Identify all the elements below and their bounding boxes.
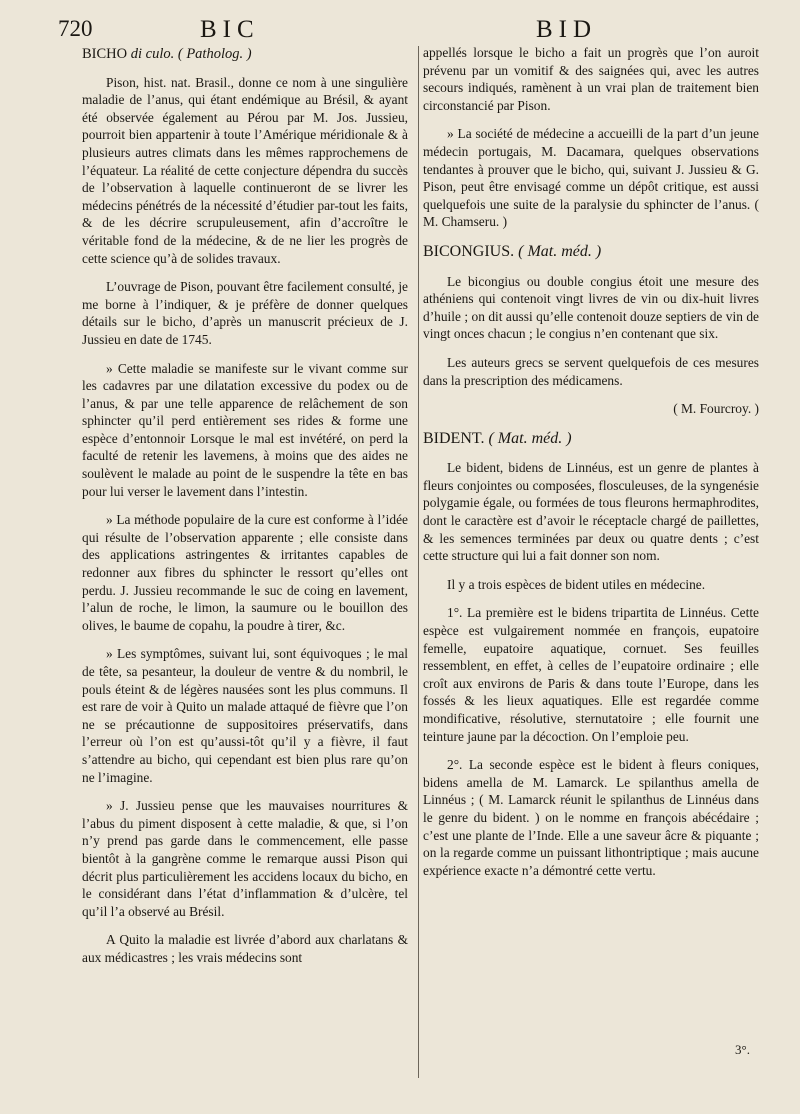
paragraph: » J. Jussieu pense que les mauvaises nourritures & l’abus du piment disposent à cette maladie, & que, si l’on n’y prend pas garde dans le commencement, elle passe bientôt à la gangrène comme le remarque aussi Pison qui décrit plus particulièrement les accidens locaux du bicho, en le considérant dans l’état d’inflammation & d’ulcère, tel qu’il l’a observé au Brésil. — [82, 798, 408, 919]
paragraph: L’ouvrage de Pison, pouvant être facilement consulté, je me borne à l’indiquer, & je préfère de donner quelques détails sur le bicho, d’après un manuscrit précieux de J. Jussieu en date de 1745. — [82, 279, 408, 347]
heading-sub: ( Mat. méd. ) — [488, 429, 572, 447]
heading-sub: ( Mat. méd. ) — [518, 242, 602, 260]
left-column — [82, 46, 408, 978]
heading-sub: di culo. ( Patholog. ) — [130, 46, 252, 62]
paragraph: Les auteurs grecs se servent quelquefois de ces mesures dans la prescription des médicamens. — [423, 354, 759, 388]
paragraph: » Cette maladie se manifeste sur le vivant comme sur les cadavres par une dilatation excessive du podex ou de l’anus, & par une telle apparence de relâchement de son sphincter qu’il perd entièrement ses rides & forme une espèce d’entonnoir Lorsque le mal est invétéré, on perd la faculté de retenir les lavemens, à moins que des aides ne soulèvent le malade au point de le suspendre la tête en bas pour lui verser le lavement dans l’intestin. — [82, 360, 408, 499]
column-divider — [418, 46, 419, 1078]
paragraph: » La méthode populaire de la cure est conforme à l’idée qui résulte de l’observation apparente ; elle consiste dans des applications astringentes & irritantes capables de redonner aux fibres du sphincter le ressort qu’elles ont perdu. J. Jussieu recommande le suc de coing en lavement, l’alun de roche, le limon, la saumure ou le bouillon des olives, le baume de copahu, la poudre à tirer, &c. — [82, 512, 408, 633]
catchword: 3°. — [735, 1042, 750, 1057]
entry-heading-bident — [423, 430, 759, 448]
paragraph: » Les symptômes, suivant lui, sont équivoques ; le mal de tête, sa pesanteur, la douleur de ventre & du nombril, le pouls éteint & de légères nausées sont les plus communs. Il est rare de voir à Quito un malade attaqué de fièvre que l’on ne se précautionne de suppositoires préservatifs, dans l’erreur où l’on est qu’aussi-tôt qu’il y a fièvre, il faut s’attendre au bicho, qui cependant est bien plus rare qu’on ne l’imagine. — [82, 646, 408, 785]
entry-heading-bicho — [82, 46, 408, 64]
page-number: 720 — [58, 16, 93, 41]
entry-heading-bicongius — [423, 243, 759, 261]
running-title-right: BID — [536, 16, 598, 43]
running-head — [0, 14, 800, 44]
right-column — [423, 44, 759, 890]
heading-main: BICONGIUS. — [423, 242, 515, 260]
running-title-left: BIC — [200, 16, 260, 43]
paragraph: Pison, hist. nat. Brasil., donne ce nom à une singulière maladie de l’anus, qui étant endémique au Brésil, & ayant été observée également au Pérou par M. Jos. Jussieu, pourroit bien appartenir à toute l’Amérique méridionale & à plusieurs autres climats dans les mêmes rapprochemens de l’équateur. La réalité de cette conjecture dépendra du succès de l’observation à laquelle continueront de se livrer les médecins pénétrés de la nécessité d’étudier par-tout les faits, & de les décrire scrupuleusement, afin d’accroître le véritable fond de la médecine, & de ne lier les progrès de cette science qu’à de solides travaux. — [82, 74, 408, 266]
paragraph: 2°. La seconde espèce est le bident à fleurs coniques, bidens amella de M. Lamarck. Le spilanthus amella de Linnéus ; ( M. Lamarck réunit le spilanthus de Linnéus dans le genre du bident. ) on le nomme en françois abécédaire ; c’est une plante de l’Inde. Elle a une saveur âcre & piquante ; on la regarde comme un puissant lithontriptique ; mais aucune expérience exacte n’a démontré cette vertu. — [423, 757, 759, 878]
paragraph: » La société de médecine a accueilli de la part d’un jeune médecin portugais, M. Dacamara, quelques observations tendantes à prouver que le bicho, qui, suivant J. Jussieu & G. Pison, peut être envisagé comme un dépôt critique, est aussi quelquefois une suite de la paralysie du sphincter de l’anus. ( M. Chamseru. ) — [423, 126, 759, 230]
paragraph: A Quito la maladie est livrée d’abord aux charlatans & aux médicastres ; les vrais médecins sont — [82, 932, 408, 965]
paragraph: appellés lorsque le bicho a fait un progrès que l’on auroit prévenu par un vomitif & des saignées qui, avec les autres secours indiqués, ramènent à un vrai plan de traitement bien circonstancié par Pison. — [423, 45, 759, 113]
paragraph: Il y a trois espèces de bident utiles en médecine. — [447, 576, 706, 592]
author-signature: ( M. Fourcroy. ) — [673, 401, 759, 417]
paragraph: Le bident, bidens de Linnéus, est un genre de plantes à fleurs conjointes ou composées, flosculeuses, de la syngenésie polygamie égale, ou formées de tous fleurons hermaphrodites, dont le caractère est d’avoir le réceptacle chargé de paillettes, & les semences terminées par deux ou quatre dents ; c’est cette structure qui lui a fait donner son nom. — [423, 460, 759, 564]
paragraph: Le bicongius ou double congius étoit une mesure des athéniens qui contenoit vingt livres de vin ou dix-huit livres d’huile ; on dit aussi qu’elle contenoit douze septiers de vin de vingt onces chacun ; le congius n’en contenant que six. — [423, 273, 759, 342]
heading-main: BICHO — [82, 46, 128, 62]
paragraph: 1°. La première est le bidens tripartita de Linnéus. Cette espèce est vulgairement nommée en françois, eupatoire femelle, eupatoire aquatique, cornuet. Ses feuilles ressemblent, en effet, à celles de l’eupatoire ordinaire ; elle croît aux environs de Paris & dans toute l’Europe, dans les fossés & les lieux aquatiques. Elle est regardée comme mondificative, résolutive, sternutatoire ; elle fournit une teinture jaune par la décoction. On l’emploie peu. — [423, 605, 759, 744]
heading-main: BIDENT. — [423, 429, 485, 447]
